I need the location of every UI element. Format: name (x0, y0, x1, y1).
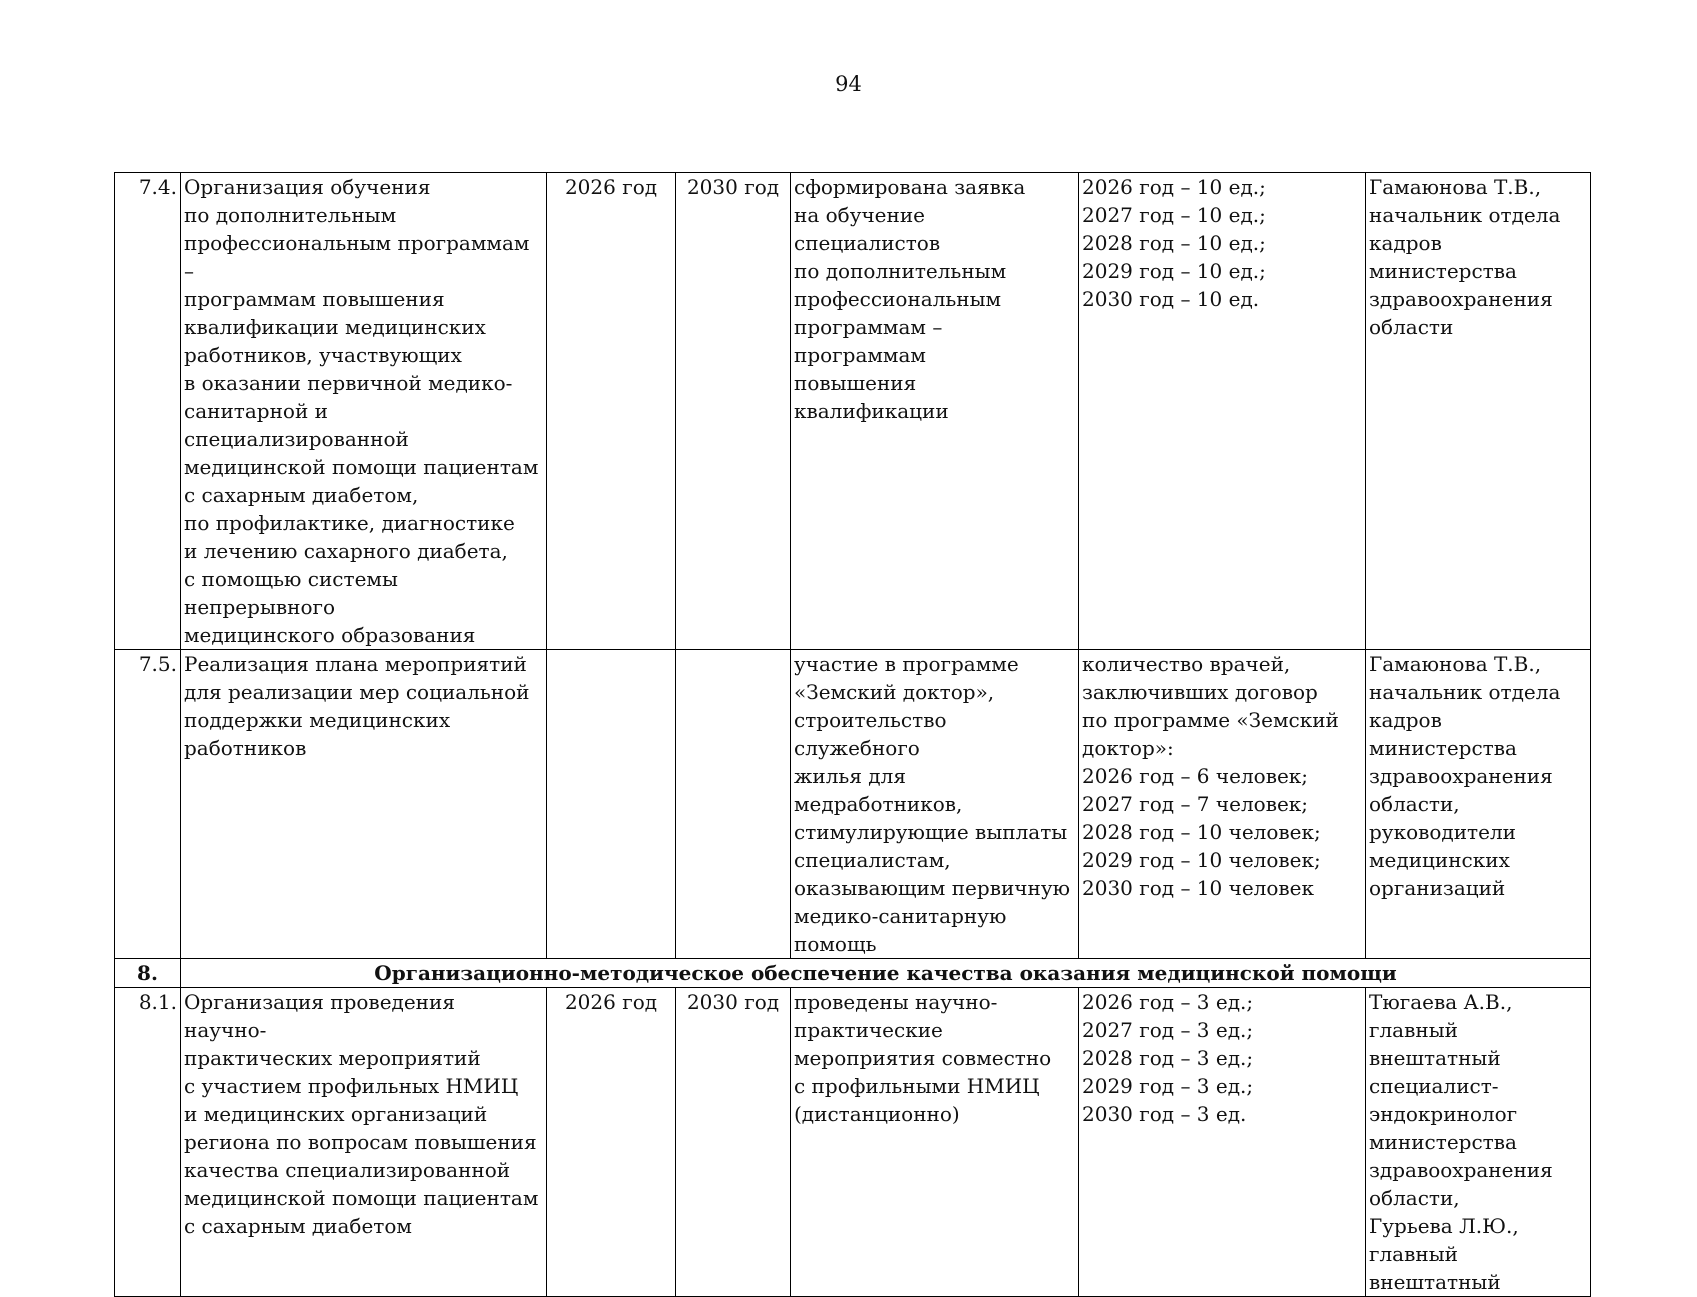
action-plan-table (114, 172, 1591, 1297)
page-number: 94 (835, 72, 862, 96)
activity-title: Организация проведения научно- практических мероприятий с участием профильных НМИЦ и медицинских организаций региона по вопросам повышения качества специализированной медицинской помощи пациентам с сахарным диабетом (181, 988, 547, 1297)
indicator: количество врачей, заключивших договор по программе «Земский доктор»: 2026 год – 6 человек; 2027 год – 7 человек; 2028 год – 10 человек; 2029 год – 10 человек; 2030 год – 10 человек (1079, 650, 1366, 959)
section-number: 8. (115, 959, 181, 988)
row-number: 7.5. (115, 650, 181, 959)
table-row (115, 173, 1591, 650)
responsible-person: Тюгаева А.В., главный внештатный специалист- эндокринолог министерства здравоохранения области, Гурьева Л.Ю., главный внештатный (1366, 988, 1591, 1297)
expected-result: участие в программе «Земский доктор», строительство служебного жилья для медработников, стимулирующие выплаты специалистам, оказывающим первичную медико-санитарную помощь (791, 650, 1079, 959)
start-date (547, 650, 676, 959)
responsible-person: Гамаюнова Т.В., начальник отдела кадров министерства здравоохранения области, руководители медицинских организаций (1366, 650, 1591, 959)
end-date: 2030 год (676, 988, 791, 1297)
table-row (115, 650, 1591, 959)
section-title: Организационно-методическое обеспечение качества оказания медицинской помощи (181, 959, 1591, 988)
row-number: 8.1. (115, 988, 181, 1297)
indicator: 2026 год – 10 ед.; 2027 год – 10 ед.; 2028 год – 10 ед.; 2029 год – 10 ед.; 2030 год – 10 ед. (1079, 173, 1366, 650)
expected-result: проведены научно- практические мероприятия совместно с профильными НМИЦ (дистанционно) (791, 988, 1079, 1297)
activity-title: Реализация плана мероприятий для реализации мер социальной поддержки медицинских работников (181, 650, 547, 959)
responsible-person: Гамаюнова Т.В., начальник отдела кадров министерства здравоохранения области (1366, 173, 1591, 650)
activity-title: Организация обучения по дополнительным профессиональным программам – программам повышения квалификации медицинских работников, участвующих в оказании первичной медико- санитарной и специализированной медицинской помощи пациентам с сахарным диабетом, по профилактике, диагностике и лечению сахарного диабета, с помощью системы непрерывного медицинского образования (181, 173, 547, 650)
expected-result: сформирована заявка на обучение специалистов по дополнительным профессиональным программам – программам повышения квалификации (791, 173, 1079, 650)
end-date (676, 650, 791, 959)
section-header-row (115, 959, 1591, 988)
start-date: 2026 год (547, 173, 676, 650)
row-number: 7.4. (115, 173, 181, 650)
start-date: 2026 год (547, 988, 676, 1297)
table-row (115, 988, 1591, 1297)
end-date: 2030 год (676, 173, 791, 650)
indicator: 2026 год – 3 ед.; 2027 год – 3 ед.; 2028 год – 3 ед.; 2029 год – 3 ед.; 2030 год – 3 ед. (1079, 988, 1366, 1297)
